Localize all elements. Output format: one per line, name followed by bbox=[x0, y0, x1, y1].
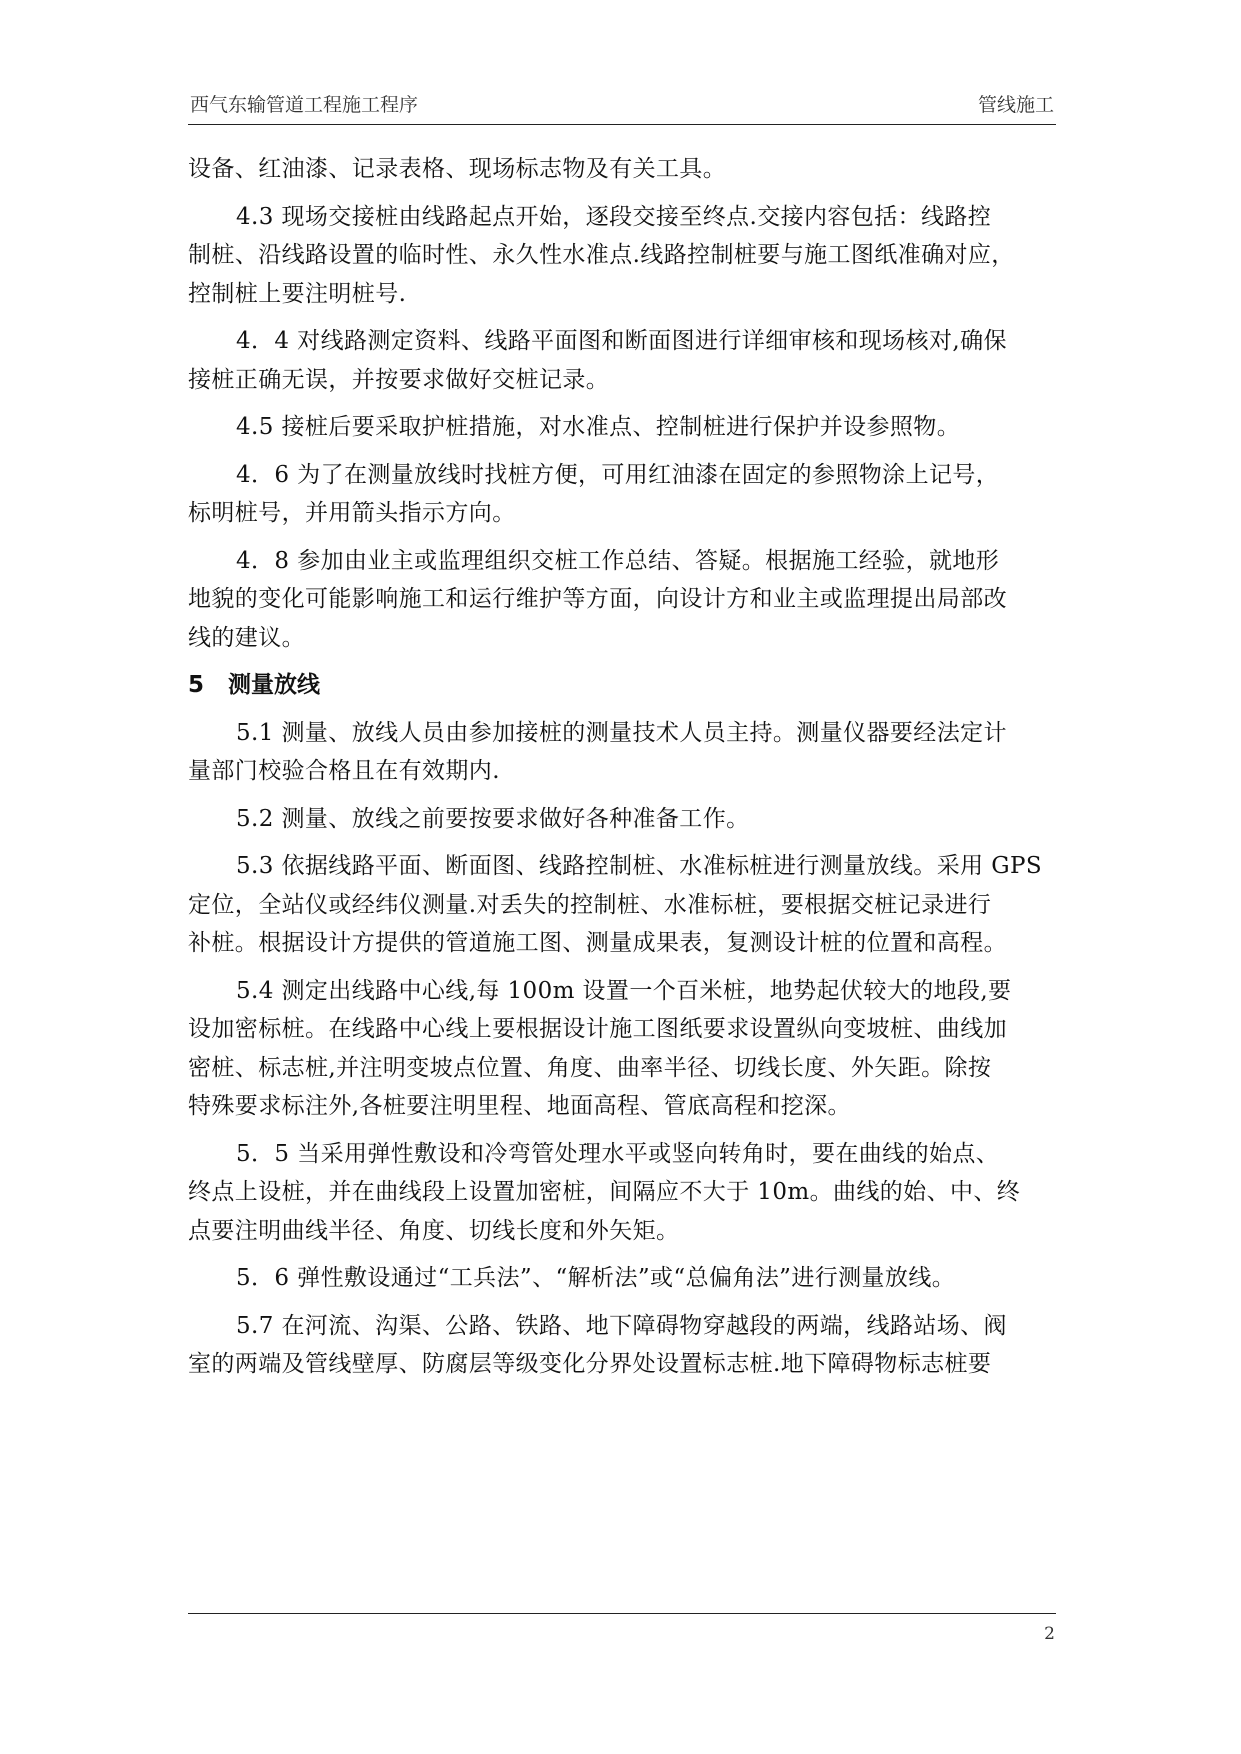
paragraph-4-4 bbox=[188, 322, 1056, 399]
paragraph-line: 定位，全站仪或经纬仪测量.对丢失的控制桩、水准标桩，要根据交桩记录进行 bbox=[188, 891, 992, 918]
paragraph-line: 5.7 在河流、沟渠、公路、铁路、地下障碍物穿越段的两端，线路站场、阀 bbox=[236, 1312, 1007, 1339]
paragraph-4-5 bbox=[188, 408, 1056, 447]
paragraph-line: 线的建议。 bbox=[188, 624, 305, 651]
paragraph-4-3 bbox=[188, 198, 1056, 314]
paragraph-4-8 bbox=[188, 542, 1056, 658]
paragraph-line: 4．4 对线路测定资料、线路平面图和断面图进行详细审核和现场核对,确保 bbox=[236, 328, 1007, 354]
paragraph-line: 5．5 当采用弹性敷设和冷弯管处理水平或竖向转角时，要在曲线的始点、 bbox=[236, 1140, 1000, 1167]
paragraph-line: 点要注明曲线半径、角度、切线长度和外矢矩。 bbox=[188, 1217, 680, 1244]
paragraph-line: 设备、红油漆、记录表格、现场标志物及有关工具。 bbox=[188, 156, 727, 182]
document-body bbox=[188, 150, 1056, 1393]
header-section-title: 管线施工 bbox=[977, 94, 1054, 116]
paragraph-line: 5.1 测量、放线人员由参加接桩的测量技术人员主持。测量仪器要经法定计 bbox=[236, 719, 1007, 746]
paragraph-line: 5.2 测量、放线之前要按要求做好各种准备工作。 bbox=[236, 805, 750, 832]
paragraph-line: 地貌的变化可能影响施工和运行维护等方面，向设计方和业主或监理提出局部改 bbox=[188, 586, 1007, 612]
header-document-title: 西气东输管道工程施工程序 bbox=[190, 94, 419, 116]
paragraph-5-5 bbox=[188, 1135, 1056, 1251]
paragraph-line: 控制桩上要注明桩号. bbox=[188, 280, 407, 307]
paragraph-line: 4.5 接桩后要采取护桩措施，对水准点、控制桩进行保护并设参照物。 bbox=[236, 414, 961, 440]
paragraph-line: 4．6 为了在测量放线时找桩方便，可用红油漆在固定的参照物涂上记号， bbox=[236, 461, 1000, 488]
paragraph-line: 5.4 测定出线路中心线,每 100m 设置一个百米桩，地势起伏较大的地段,要 bbox=[236, 977, 1012, 1004]
paragraph-line: 量部门校验合格且在有效期内. bbox=[188, 758, 500, 784]
paragraph-5-6 bbox=[188, 1259, 1056, 1298]
paragraph-line: 接桩正确无误，并按要求做好交桩记录。 bbox=[188, 366, 610, 393]
paragraph-line: 补桩。根据设计方提供的管道施工图、测量成果表，复测设计桩的位置和高程。 bbox=[188, 930, 1007, 956]
section-heading-5 bbox=[188, 666, 1056, 705]
page-header bbox=[188, 84, 1056, 125]
paragraph-line: 4．8 参加由业主或监理组织交桩工作总结、答疑。根据施工经验，就地形 bbox=[236, 547, 1000, 574]
paragraph-5-4 bbox=[188, 972, 1056, 1126]
paragraph-line: 制桩、沿线路设置的临时性、永久性水准点.线路控制桩要与施工图纸准确对应， bbox=[188, 242, 1015, 268]
page-number: 2 bbox=[1044, 1624, 1055, 1644]
paragraph-5-1 bbox=[188, 714, 1056, 791]
paragraph-line: 4.3 现场交接桩由线路起点开始，逐段交接至终点.交接内容包括：线路控 bbox=[236, 203, 992, 230]
section-title: 测量放线 bbox=[228, 672, 320, 698]
paragraph-line: 标明桩号，并用箭头指示方向。 bbox=[188, 500, 516, 526]
paragraph-line: 5.3 依据线路平面、断面图、线路控制桩、水准标桩进行测量放线。采用 GPS bbox=[236, 853, 1043, 879]
paragraph-line: 5．6 弹性敷设通过“工兵法”、“解析法”或“总偏角法”进行测量放线。 bbox=[236, 1265, 956, 1291]
footer-rule bbox=[188, 1613, 1056, 1614]
paragraph-continuation bbox=[188, 150, 1056, 189]
section-number: 5 bbox=[188, 672, 205, 698]
paragraph-5-2 bbox=[188, 800, 1056, 839]
paragraph-line: 密桩、标志桩,并注明变坡点位置、角度、曲率半径、切线长度、外矢距。除按 bbox=[188, 1054, 992, 1081]
paragraph-line: 设加密标桩。在线路中心线上要根据设计施工图纸要求设置纵向变坡桩、曲线加 bbox=[188, 1016, 1007, 1042]
paragraph-5-7 bbox=[188, 1307, 1056, 1384]
paragraph-line: 终点上设桩，并在曲线段上设置加密桩，间隔应不大于 10m。曲线的始、中、终 bbox=[188, 1179, 1021, 1205]
paragraph-line: 室的两端及管线壁厚、防腐层等级变化分界处设置标志桩.地下障碍物标志桩要 bbox=[188, 1351, 992, 1377]
paragraph-line: 特殊要求标注外,各桩要注明里程、地面高程、管底高程和挖深。 bbox=[188, 1093, 851, 1119]
paragraph-4-6 bbox=[188, 456, 1056, 533]
paragraph-5-3 bbox=[188, 847, 1056, 963]
